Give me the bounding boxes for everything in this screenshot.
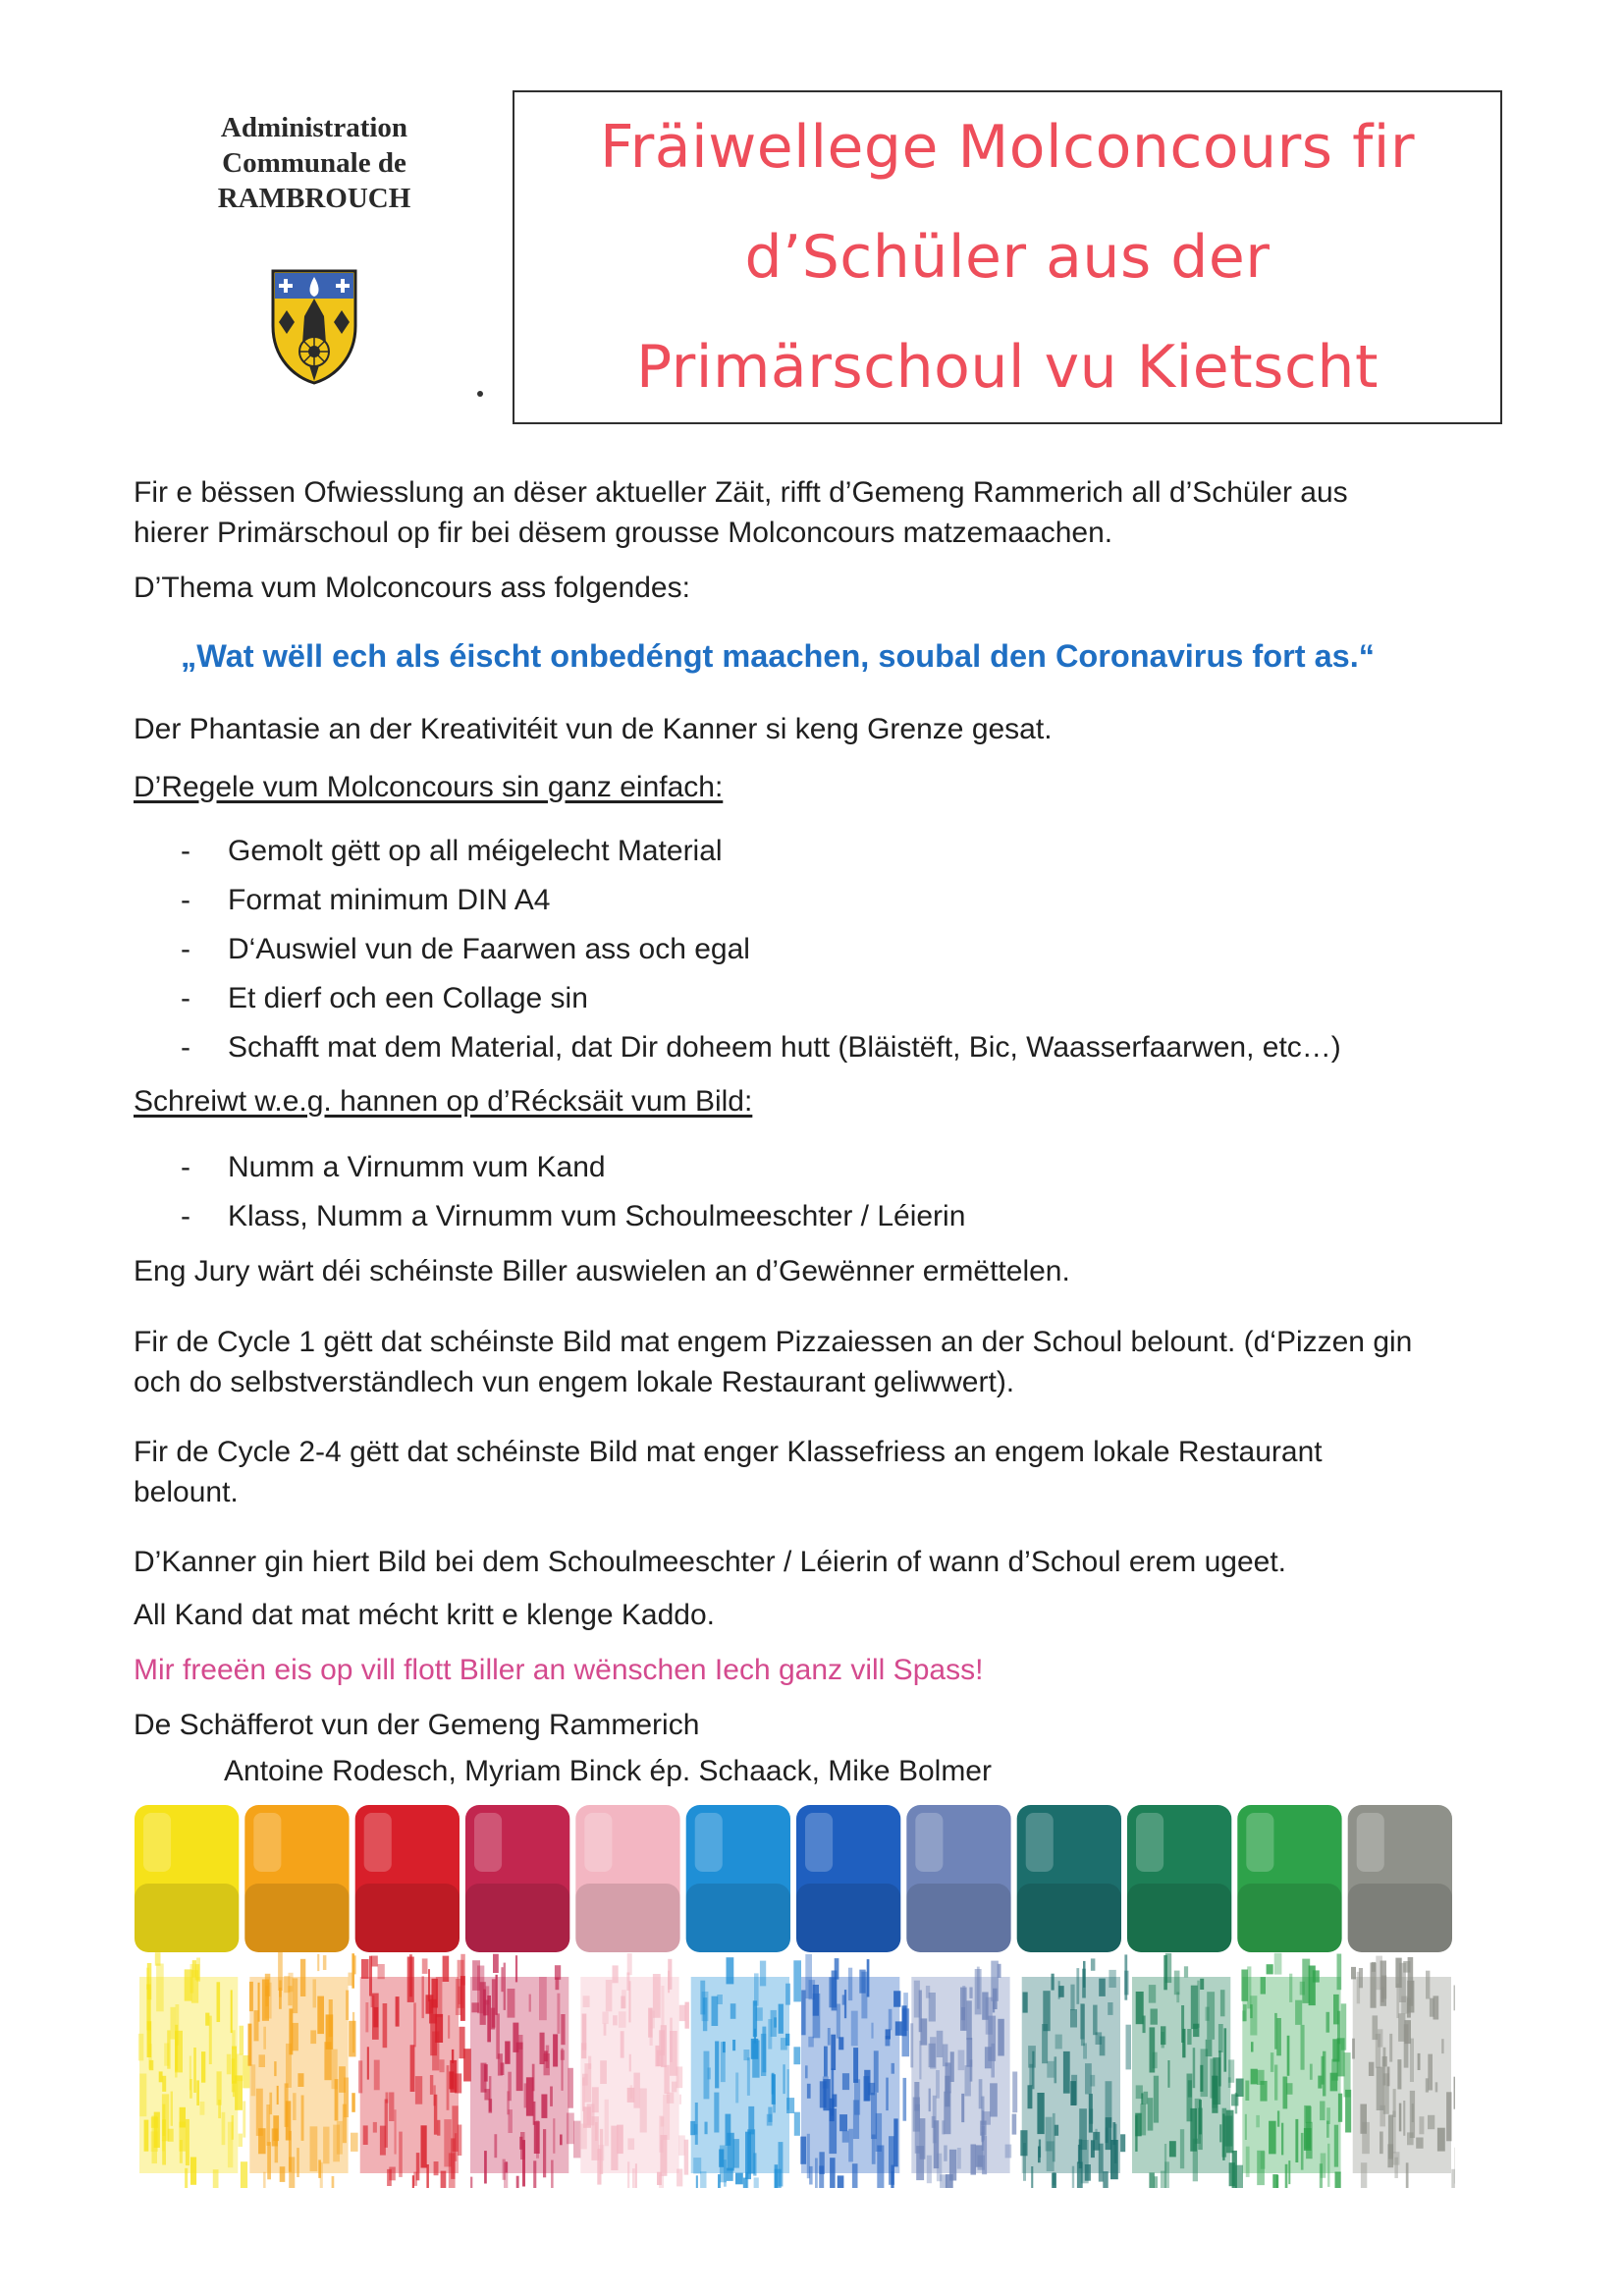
intro-line-2: hierer Primärschoul op fir bei dësem grousse Molconcours matzemaachen.	[134, 517, 1113, 549]
pastel-crayon-highlight	[1357, 1813, 1384, 1872]
pastel-crayon-shade	[906, 1884, 1010, 1952]
pastel-crayon-highlight	[695, 1813, 723, 1872]
pastel-streak	[1124, 1971, 1128, 1995]
pastel-streak	[332, 2176, 335, 2188]
pastel-crayon-shade	[1127, 1884, 1231, 1952]
pastel-streak-band	[139, 1977, 238, 2173]
admin-line-3: RAMBROUCH	[217, 183, 411, 214]
pastel-streak	[1126, 2025, 1132, 2070]
pastel-streak	[1012, 2114, 1017, 2135]
pastel-streak	[441, 2171, 447, 2188]
pastel-crayon-highlight	[364, 1813, 392, 1872]
pastel-streak	[746, 2172, 748, 2188]
rule-item-text: Schafft mat dem Material, dat Dir doheem hutt (Bläistëft, Bic, Waasserfaarwen, etc…)	[228, 1031, 1341, 1064]
cycle24-paragraph	[134, 1432, 1508, 1512]
pastel-streak-band	[691, 1977, 789, 2173]
pastel-streak	[323, 1955, 327, 1970]
coat-of-arms-icon	[265, 265, 363, 388]
phantasie-text: Der Phantasie an der Kreativitéit vun de Kanner si keng Grenze gesat.	[134, 713, 1053, 745]
pastel-streak	[459, 2027, 464, 2058]
pastel-streak	[263, 2172, 266, 2188]
pastel-streak	[239, 2134, 243, 2147]
rule-item-text: Et dierf och een Collage sin	[228, 982, 588, 1014]
pastel-crayon-highlight	[915, 1813, 943, 1872]
pastel-streak-band	[801, 1977, 899, 2173]
pastel-streak	[493, 1954, 499, 1973]
pastel-streak	[1454, 1986, 1456, 2011]
pastel-streak	[349, 2021, 355, 2057]
pastel-streak	[794, 2112, 800, 2136]
pastel-streak	[241, 2161, 247, 2188]
pastel-streak	[1184, 1966, 1188, 1977]
title-line-3: Primärschoul vu Kietscht	[636, 333, 1379, 402]
pastel-crayon-highlight	[1026, 1813, 1054, 1872]
pastel-streak	[470, 2177, 472, 2188]
pastel-streak	[659, 2175, 664, 2189]
administration-header	[167, 110, 461, 216]
cycle24-line-1: Fir de Cycle 2-4 gëtt dat schéinste Bild mat enger Klassefriess an engem lokale Restaurant	[134, 1436, 1323, 1468]
pastel-streak	[240, 2026, 244, 2055]
theme-label: D’Thema vum Molconcours ass folgendes:	[134, 572, 690, 604]
rule-item-text: Format minimum DIN A4	[228, 884, 551, 916]
admin-line-1: Administration	[220, 112, 408, 143]
pastel-streak	[685, 2002, 689, 2029]
pastel-streak	[1372, 1962, 1376, 1972]
pastel-streak	[1120, 2134, 1125, 2152]
pastel-crayon-shade	[355, 1884, 460, 1952]
title-box	[513, 90, 1502, 424]
rule-item-text: Gemolt gëtt op all méigelecht Material	[228, 835, 723, 867]
cycle1-paragraph	[134, 1322, 1508, 1402]
pastel-crayon-shade	[686, 1884, 790, 1952]
cycle24-line-2: belount.	[134, 1476, 239, 1508]
pastel-streak-band	[1353, 1977, 1451, 2173]
pastel-streak	[317, 1954, 319, 1971]
pastel-streak	[371, 1956, 378, 1967]
pastel-streak	[352, 2093, 355, 2112]
pastel-streak-band	[580, 1977, 678, 2173]
pastel-streak-band	[1132, 1977, 1230, 2173]
pastel-crayon-shade	[135, 1884, 239, 1952]
pastel-streak	[793, 2047, 800, 2064]
pastel-streak	[352, 2012, 354, 2052]
pastel-streak	[940, 2174, 947, 2188]
pastel-streak-band	[470, 1977, 568, 2173]
pastel-crayon-shade	[465, 1884, 569, 1952]
pastel-crayon-highlight	[474, 1813, 502, 1872]
pastel-streak	[422, 1958, 428, 1974]
pastel-crayon-shade	[244, 1884, 349, 1952]
pastel-streak	[1335, 2172, 1341, 2189]
pastel-streak-band	[911, 1977, 1009, 2173]
pastel-streak	[1154, 2176, 1158, 2188]
pastel-streak	[155, 1952, 161, 1966]
pastel-streak	[696, 2175, 698, 2188]
pastel-crayon-shade	[1017, 1884, 1121, 1952]
pastel-streak	[1403, 1961, 1410, 1973]
pastel-streak	[1274, 1953, 1282, 1975]
back-item: - Klass, Numm a Virnumm vum Schoulmeeschter / Léierin	[181, 1200, 966, 1232]
rule-item: - Gemolt gëtt op all méigelecht Material	[181, 835, 723, 867]
pastel-streak	[378, 1964, 385, 1979]
pastel-streak	[1276, 2175, 1278, 2188]
pastel-crayon-highlight	[253, 1813, 281, 1872]
rules-heading: D’Regele vum Molconcours sin ganz einfach:	[134, 771, 724, 803]
admin-line-2: Communale de	[222, 147, 406, 179]
pastel-streak-band	[1022, 1977, 1120, 2173]
pastel-crayon-highlight	[1246, 1813, 1273, 1872]
pastel-crayon-highlight	[805, 1813, 833, 1872]
wishes-text: Mir freeën eis op vill flott Biller an wënschen Iech ganz vill Spass!	[134, 1654, 984, 1686]
title-line-1: Fräiwellege Molconcours fir	[599, 113, 1416, 182]
pastel-crayon-highlight	[584, 1813, 612, 1872]
pastel-streak	[835, 1958, 839, 1980]
pastel-crayon-shade	[575, 1884, 679, 1952]
pastel-crayons-image	[132, 1805, 1455, 2188]
pastel-streak	[793, 1960, 801, 2001]
rule-item: - D‘Auswiel vun de Faarwen ass och egal	[181, 933, 750, 965]
pastel-crayon-shade	[1237, 1884, 1341, 1952]
cycle1-line-1: Fir de Cycle 1 gëtt dat schéinste Bild mat engem Pizzaiessen an der Schoul belount. (d‘Pizzen gin	[134, 1326, 1413, 1358]
pastel-crayon-shade	[1348, 1884, 1452, 1952]
pastel-crayon-shade	[796, 1884, 900, 1952]
pastel-streak	[243, 2102, 245, 2138]
jury-text: Eng Jury wärt déi schéinste Biller auswielen an d’Gewënner ermëttelen.	[134, 1255, 1070, 1287]
theme-quote: „Wat wëll ech als éischt onbedéngt maachen, soubal den Coronavirus fort as.“	[181, 638, 1376, 674]
pastel-streak	[351, 2133, 358, 2152]
pastel-streak	[1053, 2172, 1056, 2185]
rule-item-text: D‘Auswiel vun de Faarwen ass och egal	[228, 933, 750, 965]
pastel-streak	[754, 2177, 759, 2188]
cycle1-line-2: och do selbstverständlech vun engem lokale Restaurant geliwwert).	[134, 1366, 1015, 1398]
pastel-streak	[627, 1953, 632, 1975]
back-item: - Numm a Virnumm vum Kand	[181, 1151, 606, 1183]
pastel-streak	[679, 2095, 681, 2105]
intro-line-1: Fir e bëssen Ofwiesslung an dëser aktueller Zäit, rifft d’Gemeng Rammerich all d’Schüler aus	[134, 476, 1348, 509]
pastel-streak	[735, 2173, 743, 2185]
pastel-streak	[838, 2175, 844, 2188]
rule-item: - Schafft mat dem Material, dat Dir doheem hutt (Bläistëft, Bic, Waasserfaarwen, etc…)	[181, 1031, 1341, 1064]
intro-paragraph	[134, 472, 1508, 553]
pastel-streak	[700, 2171, 706, 2188]
rule-item: - Format minimum DIN A4	[181, 884, 551, 916]
back-item-text: Numm a Virnumm vum Kand	[228, 1151, 606, 1183]
pastel-streak	[1012, 2072, 1017, 2113]
pastel-streak	[349, 1973, 352, 1986]
pastel-streak-band	[360, 1977, 459, 2173]
pastel-streak	[679, 2005, 686, 2021]
back-heading: Schreiwt w.e.g. hannen op d’Récksäit vum Bild:	[134, 1085, 753, 1118]
pastel-streak	[1454, 2077, 1456, 2109]
delivery-text: D’Kanner gin hiert Bild bei dem Schoulmeeschter / Léierin of wann d’Schoul erem ugeet.	[134, 1546, 1286, 1578]
pastel-streak	[1149, 2172, 1155, 2188]
pastel-crayon-highlight	[1136, 1813, 1163, 1872]
pastel-crayon-highlight	[143, 1813, 171, 1872]
pastel-streak	[684, 2140, 689, 2175]
signature-line-1: De Schäfferot vun der Gemeng Rammerich	[134, 1709, 700, 1741]
pastel-streak	[460, 1976, 465, 2021]
pastel-streak	[1161, 2171, 1165, 2188]
stray-dot	[477, 391, 483, 397]
pastel-streak	[1267, 1964, 1273, 1974]
title-line-2: d’Schüler aus der	[744, 223, 1271, 292]
pastel-streak	[903, 2078, 907, 2121]
pastel-streak	[516, 2176, 519, 2188]
rule-item: - Et dierf och een Collage sin	[181, 982, 588, 1014]
back-item-text: Klass, Numm a Virnumm vum Schoulmeeschter / Léierin	[228, 1200, 966, 1232]
pastel-streak	[1091, 1958, 1096, 1970]
pastel-streak	[1341, 2003, 1347, 2050]
pastel-streak-band	[249, 1977, 348, 2173]
pastel-streak	[361, 1959, 369, 1979]
signature-names: Antoine Rodesch, Myriam Binck ép. Schaack, Mike Bolmer	[224, 1755, 992, 1787]
pastel-streak	[1103, 2171, 1108, 2188]
pastel-streak	[1344, 2052, 1351, 2097]
pastel-streak	[1451, 2169, 1455, 2188]
pastel-streak-band	[1242, 1977, 1340, 2173]
gift-text: All Kand dat mat mécht kritt e klenge Kaddo.	[134, 1599, 715, 1631]
pastel-streak	[902, 2008, 910, 2056]
pastel-streak	[352, 1953, 354, 1989]
